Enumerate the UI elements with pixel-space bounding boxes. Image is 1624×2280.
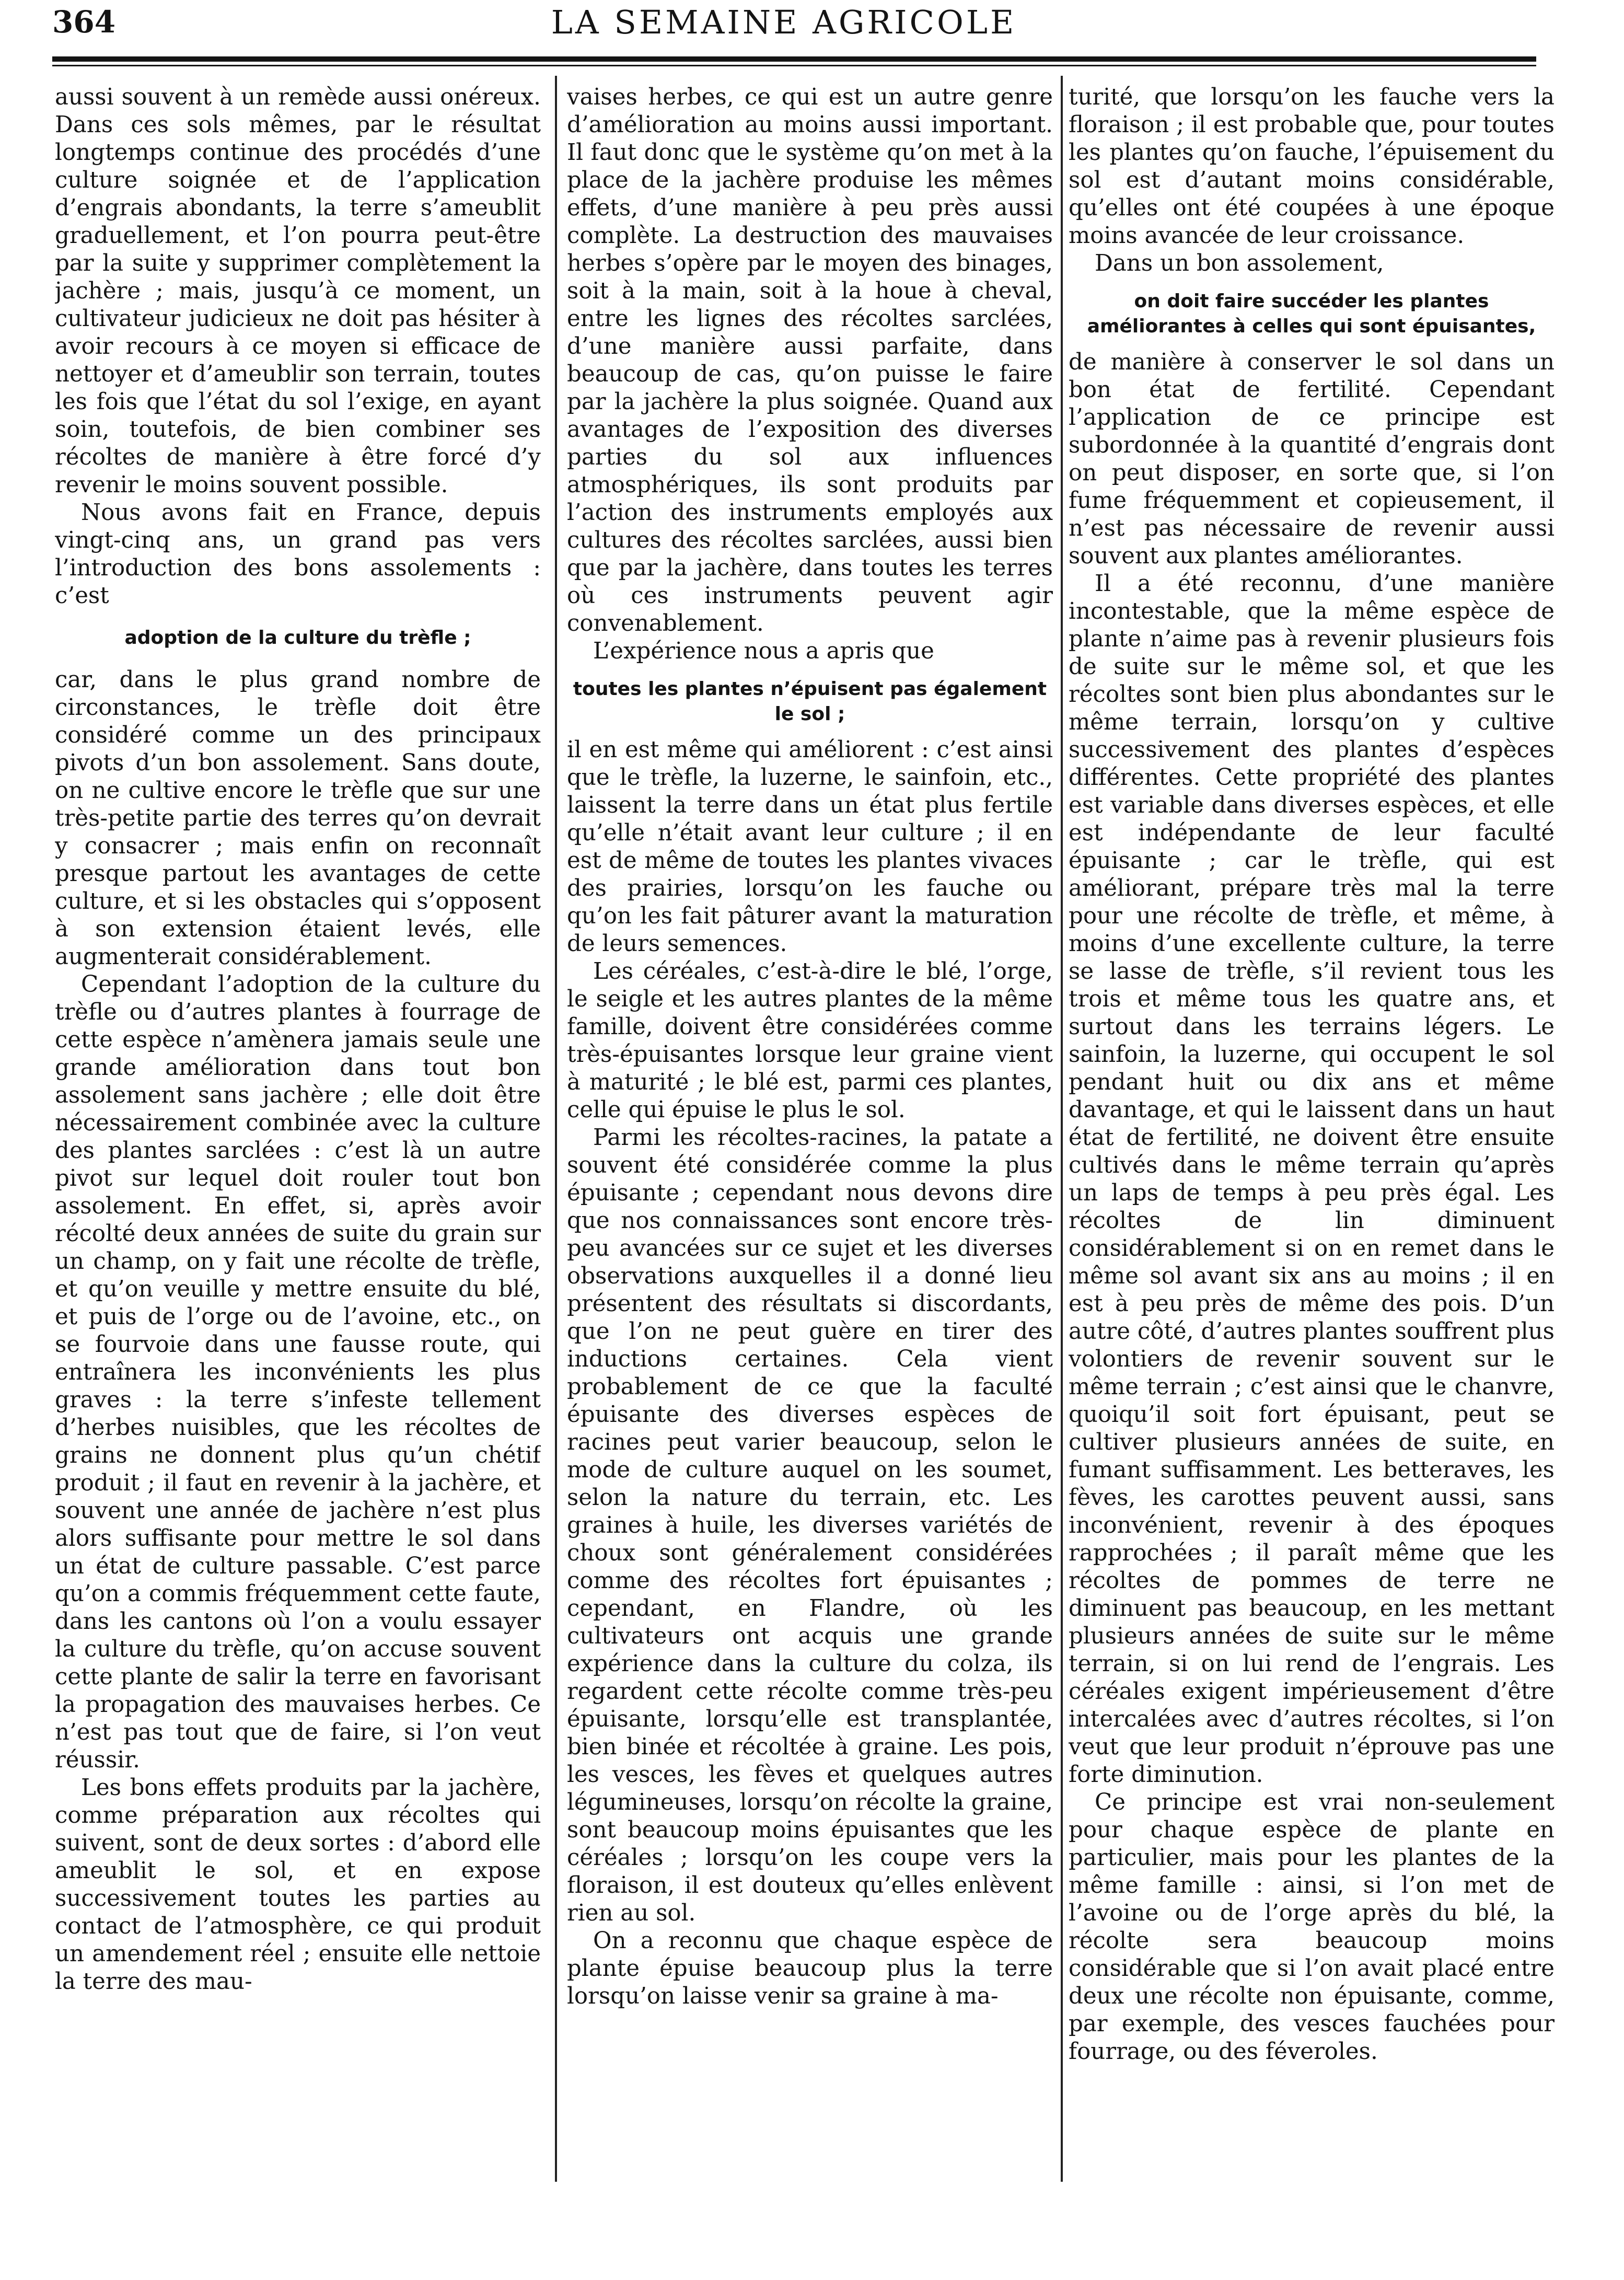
section-heading: toutes les plantes n’épuisent pas également le sol ; xyxy=(573,678,1047,725)
text-column-1 xyxy=(55,84,541,2190)
paragraph: car, dans le plus grand nombre de circonstances, le trèfle doit être considéré comme un des principaux pivots d’un bon assolement. Sans doute, on ne cultive encore le trèfle que sur une très-petite partie des terres qu’on devrait y consacrer ; mais enfin on reconnaît presque partout les avantages de cette culture, et si les obstacles qui s’opposent à son extension étaient levés, elle augmenterait considérablement. xyxy=(55,667,541,970)
header-rule-thick xyxy=(52,56,1536,62)
paragraph: il en est même qui améliorent : c’est ainsi que le trèfle, la luzerne, le sainfoin, etc., laissent la terre dans un état plus fertile qu’elle n’était avant leur culture ; il en est de même de toutes les plantes vivaces des prairies, lorsqu’on les fauche ou qu’on les fait pâturer avant la maturation de leurs semences. xyxy=(567,737,1053,957)
column-divider-1 xyxy=(555,76,557,2182)
page-header xyxy=(31,0,1536,65)
paragraph: L’expérience nous a apris que xyxy=(593,638,934,664)
paragraph: Dans un bon assolement, xyxy=(1095,250,1384,276)
section-heading: on doit faire succéder les plantes améliorantes à celles qui sont épuisantes, xyxy=(1087,291,1536,337)
journal-title: LA SEMAINE AGRICOLE xyxy=(551,3,1017,41)
paragraph: Ce principe est vrai non-seulement pour chaque espèce de plante en particulier, mais pour les plantes de la même famille : ainsi, si l’on met de l’avoine ou de l’orge après du blé, la récolte sera beaucoup moins considérable que si l’on avait placé entre deux une récolte non épuisante, comme, par exemple, des vesces fauchées pour fourrage, ou des féveroles. xyxy=(1069,1789,1555,2065)
paragraph: turité, que lorsqu’on les fauche vers la floraison ; il est probable que, pour toutes les plantes qu’on fauche, l’épuisement du sol est d’autant moins considérable, qu’elles ont été coupées à une époque moins avancée de leur croissance. xyxy=(1069,84,1555,249)
text-column-3 xyxy=(1069,84,1555,2190)
paragraph: aussi souvent à un remède aussi onéreux. Dans ces sols mêmes, par le résultat longtemps continue des procédés d’une culture soignée et de l’application d’engrais abondants, la terre s’ameublit graduellement, et l’on pourra peut-être par la suite y supprimer complètement la jachère ; mais, jusqu’à ce moment, un cultivateur judicieux ne doit pas hésiter à avoir recours à ce moyen si efficace de nettoyer et d’ameublir son terrain, toutes les fois que l’état du sol l’exige, en ayant soin, toutefois, de bien combiner ses récoltes de manière à être forcé d’y revenir le moins souvent possible. xyxy=(55,84,541,498)
paragraph: Les bons effets produits par la jachère, comme préparation aux récoltes qui suivent, sont de deux sortes : d’abord elle ameublit le sol, et en expose successivement toutes les parties au contact de l’atmosphère, ce qui produit un amendement réel ; ensuite elle nettoie la terre des mau- xyxy=(55,1775,541,1995)
paragraph: Il a été reconnu, d’une manière incontestable, que la même espèce de plante n’aime pas à revenir plusieurs fois de suite sur le même sol, et que les récoltes sont bien plus abondantes sur le même terrain, lorsqu’on y cultive successivement des plantes d’espèces différentes. Cette propriété des plantes est variable dans diverses espèces, et elle est indépendante de leur faculté épuisante ; car le trèfle, qui est améliorant, prépare très mal la terre pour une récolte de trèfle, et même, à moins d’une excellente culture, la terre se lasse de trèfle, s’il revient tous les trois et même tous les quatre ans, et surtout dans les terrains légers. Le sainfoin, la luzerne, qui occupent le sol pendant huit ou dix ans et même davantage, et qui le laissent dans un haut état de fertilité, ne doivent être ensuite cultivés dans le même terrain qu’après un laps de temps à peu près égal. Les récoltes de lin diminuent considérablement si on en remet dans le même sol avant six ans au moins ; il en est à peu près de même des pois. D’un autre côté, d’autres plantes souffrent plus volontiers de revenir souvent sur le même terrain ; c’est ainsi que le chanvre, quoiqu’il soit fort épuisant, peut se cultiver plusieurs années de suite, en fumant suffisamment. Les betteraves, les fèves, les carottes peuvent aussi, sans inconvénient, revenir à des époques rapprochées ; il paraît même que les récoltes de pommes de terre ne diminuent pas beaucoup, en les mettant plusieurs années de suite sur le même terrain, si on lui rend de l’engrais. Les céréales exigent impérieusement d’être intercalées avec d’autres récoltes, si l’on veut que leur produit n’éprouve pas une forte diminution. xyxy=(1069,571,1555,1788)
text-column-2 xyxy=(567,84,1053,2190)
paragraph: On a reconnu que chaque espèce de plante épuise beaucoup plus la terre lorsqu’on laisse venir sa graine à ma- xyxy=(567,1928,1053,2009)
paragraph: Parmi les récoltes-racines, la patate a souvent été considérée comme la plus épuisante ; cependant nous devons dire que nos connaissances sont encore très-peu avancées sur ce sujet et les diverses observations auxquelles il a donné lieu présentent des résultats si discordants, que l’on ne peut guère en tirer des inductions certaines. Cela vient probablement de ce que la faculté épuisante des diverses espèces de racines peut varier beaucoup, selon le mode de culture auquel on les soumet, selon la nature du terrain, etc. Les graines à huile, les diverses variétés de choux sont généralement considérées comme des récoltes fort épuisantes ; cependant, en Flandre, où les cultivateurs ont acquis une grande expérience dans la culture du colza, ils regardent cette récolte comme très-peu épuisante, lorsqu’elle est transplantée, bien binée et récoltée à graine. Les pois, les vesces, les fèves et quelques autres légumineuses, lorsqu’on récolte la graine, sont beaucoup moins épuisantes que les céréales ; lorsqu’on les coupe vers la floraison, il est douteux qu’elles enlèvent rien au sol. xyxy=(567,1125,1053,1926)
column-divider-2 xyxy=(1061,76,1063,2182)
paragraph: Les céréales, c’est-à-dire le blé, l’orge, le seigle et les autres plantes de la même famille, doivent être considérées comme très-épuisantes lorsque leur graine vient à maturité ; le blé est, parmi ces plantes, celle qui épuise le plus le sol. xyxy=(567,958,1053,1123)
header-rule-thin xyxy=(52,65,1536,66)
paragraph: Nous avons fait en France, depuis vingt-cinq ans, un grand pas vers l’introduction des bons assolements : c’est xyxy=(55,500,541,609)
paragraph: vaises herbes, ce qui est un autre genre d’amélioration au moins aussi important. Il faut donc que le système qu’on met à la place de la jachère produise les mêmes effets, d’une manière à peu près aussi complète. La destruction des mauvaises herbes s’opère par le moyen des binages, soit à la main, soit à la houe à cheval, entre les lignes des récoltes sarclées, d’une manière aussi parfaite, dans beaucoup de cas, qu’on puisse le faire par la jachère la plus soignée. Quand aux avantages de l’exposition des diverses parties du sol aux influences atmosphériques, ils sont produits par l’action des instruments employés aux cultures des récoltes sarclées, aussi bien que par la jachère, dans toutes les terres où ces instruments peuvent agir convenablement. xyxy=(567,84,1053,636)
section-heading: adoption de la culture du trèfle ; xyxy=(124,627,471,649)
paragraph: de manière à conserver le sol dans un bon état de fertilité. Cependant l’application de ce principe est subordonnée à la quantité d’engrais dont on peut disposer, en sorte que, si l’on fume fréquemment et copieusement, il n’est pas nécessaire de revenir aussi souvent aux plantes améliorantes. xyxy=(1069,349,1555,569)
paragraph: Cependant l’adoption de la culture du trèfle ou d’autres plantes à fourrage de cette espèce n’amènera jamais seule une grande amélioration dans tout bon assolement sans jachère ; elle doit être nécessairement combinée avec la culture des plantes sarclées : c’est là un autre pivot sur lequel doit rouler tout bon assolement. En effet, si, après avoir récolté deux années de suite du grain sur un champ, on y fait une récolte de trèfle, et qu’on veuille y mettre ensuite du blé, et puis de l’orge ou de l’avoine, etc., on se fourvoie dans une fausse route, qui entraînera les inconvénients les plus graves : la terre s’infeste tellement d’herbes nuisibles, que les récoltes de grains ne donnent plus qu’un chétif produit ; il faut en revenir à la jachère, et souvent une année de jachère n’est plus alors suffisante pour mettre le sol dans un état de culture passable. C’est parce qu’on a commis fréquemment cette faute, dans les cantons où l’on a voulu essayer la culture du trèfle, qu’on accuse souvent cette plante de salir la terre en favorisant la propagation des mauvaises herbes. Ce n’est pas tout que de faire, si l’on veut réussir. xyxy=(55,971,541,1773)
page-number: 364 xyxy=(52,4,116,40)
